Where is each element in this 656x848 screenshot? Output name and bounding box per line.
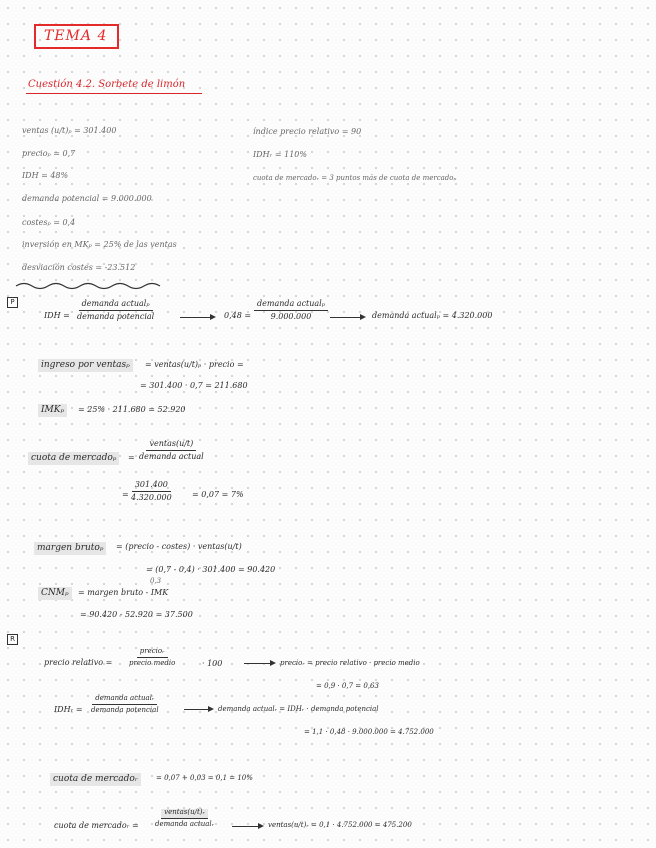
demanda-result: demanda actualₚ = 4.320.000 <box>372 311 493 320</box>
cuota-r-label: cuota de mercadoᵣ <box>50 773 141 786</box>
precio-relativo-mult: · 100 <box>202 659 223 668</box>
idh-fraction <box>74 300 157 321</box>
heading-underline <box>26 93 202 94</box>
cuota2-r-label: cuota de mercadoᵣ = <box>54 821 139 830</box>
cuota2-denominator: 4.320.000 <box>131 493 172 502</box>
ingreso-label: ingreso por ventasₚ <box>38 359 133 372</box>
imk-label: IMKₚ <box>38 404 67 417</box>
cuota-fraction <box>136 440 207 461</box>
given-line: precioₚ = 0,7 <box>22 149 76 158</box>
cuota2-numerator: 301.400 <box>132 481 171 492</box>
cuota-eq: = <box>128 453 135 462</box>
idh-r-numerator: demanda actualᵣ <box>92 695 157 705</box>
idh-r-denominator: demanda potencial <box>91 706 159 714</box>
cuota2-r-result: ventas(u/t)ᵣ = 0,1 · 4.752.000 = 475.200 <box>268 821 412 829</box>
given-line: IDHᵣ = 110% <box>253 150 307 159</box>
cuota-numerator: ventas(u/t) <box>146 440 196 451</box>
arrow <box>180 317 214 318</box>
given-line: demanda potencial = 9.000.000 <box>22 194 152 203</box>
cuota2-r-denominator: demanda actualᵣ <box>155 820 215 828</box>
precio-relativo-fraction <box>126 648 178 667</box>
cuota2-r-fraction <box>152 809 217 828</box>
given-line: costesₚ = 0,4 <box>22 218 76 227</box>
given-line: cuota de mercadoᵣ = 3 puntos más de cuota de mercadoₚ <box>253 174 457 182</box>
margen-rhs: = (precio - costes) · ventas(u/t) <box>116 542 242 551</box>
step2-fraction <box>254 300 328 321</box>
margen-label: margen brutoₚ <box>34 542 106 555</box>
idh-r-lhs: IDHᵣ = <box>54 705 83 714</box>
precio-relativo-label: precio relativo = <box>44 658 113 667</box>
section-marker-p: P <box>7 297 18 308</box>
precio-relativo-denominator: precio medio <box>129 659 176 667</box>
ingreso-line2: = 301.400 · 0,7 = 211.680 <box>140 381 248 390</box>
step2-lhs: 0,48 = <box>224 311 252 320</box>
precio-relativo-numerator: precioᵣ <box>137 648 168 658</box>
step2-denominator: 9.000.000 <box>270 312 312 321</box>
given-line: IDH = 48% <box>22 171 69 180</box>
given-line: ventas (u/t)ₚ = 301.400 <box>22 126 117 135</box>
cuota2-fraction <box>128 481 175 502</box>
question-heading: Cuestión 4.2. Sorbete de limón <box>28 79 186 90</box>
idh-denominator: demanda potencial <box>77 312 155 321</box>
idh-r-result: demanda actualᵣ = IDHᵣ · demanda potencial <box>218 705 379 713</box>
arrow <box>184 709 212 710</box>
step2-numerator: demanda actualₚ <box>254 300 328 311</box>
cuota2-r-numerator: ventas(u/t)ᵣ <box>161 809 208 819</box>
idh-lhs: IDH = <box>44 311 70 320</box>
margen-note: 0,3 <box>150 577 162 585</box>
idh-numerator: demanda actualₚ <box>79 300 153 311</box>
cuota2-result: = 0,07 = 7% <box>192 490 244 499</box>
given-line: índice precio relativo = 90 <box>253 127 362 136</box>
section-marker-r: R <box>7 634 18 645</box>
idh-r-fraction <box>88 695 162 714</box>
given-line: inversión en MKₚ = 25% de las ventas <box>22 240 177 249</box>
cuota-r-rhs: = 0,07 + 0,03 = 0,1 = 10% <box>156 774 253 782</box>
arrow <box>244 663 274 664</box>
imk-rhs: = 25% · 211.680 = 52.920 <box>78 405 186 414</box>
ingreso-rhs: = ventas(u/t)ₚ · precio = <box>145 360 244 369</box>
precio-r-line2: = 0,9 · 0,7 = 0,63 <box>316 682 379 690</box>
cnm-label: CNMₚ <box>38 587 72 600</box>
cuota-denominator: demanda actual <box>139 452 204 461</box>
arrow <box>330 317 364 318</box>
cuota2-eq: = <box>122 490 129 499</box>
precio-r-result: precioᵣ = precio relativo · precio medio <box>280 659 420 667</box>
cnm-rhs: = margen bruto - IMK <box>78 588 169 597</box>
margen-line2: = (0,7 - 0,4) · 301.400 = 90.420 <box>146 565 276 574</box>
arrow <box>232 826 262 827</box>
idh-r-line2: = 1,1 · 0,48 · 9.000.000 = 4.752.000 <box>304 728 434 736</box>
given-line: desviación costes = -23.512 <box>22 263 136 272</box>
page-title: TEMA 4 <box>34 24 119 49</box>
wavy-divider <box>14 280 164 292</box>
cuota-label: cuota de mercadoₚ <box>28 452 119 465</box>
cnm-line2: = 90.420 - 52.920 = 37.500 <box>80 610 193 619</box>
